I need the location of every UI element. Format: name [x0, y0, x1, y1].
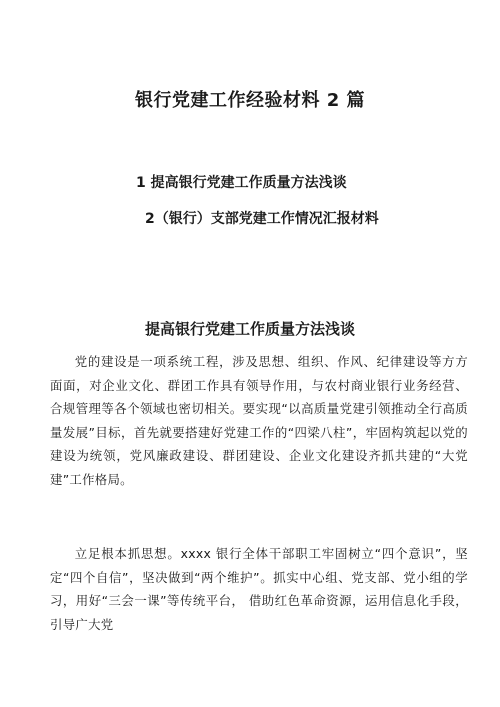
- body-paragraph-2: 立足根本抓思想。xxxx 银行全体干部职工牢固树立“四个意识”，坚定“四个自信”，坚决做到“两个维护”。抓实中心组、党支部、党小组的学习，用好“三会一课”等传统平台， 借助红色革命资源，运用信息化手段，引导广大党: [50, 546, 468, 632]
- toc-item-1: 1 提高银行党建工作质量方法浅谈: [136, 175, 347, 191]
- section-title: 提高银行党建工作质量方法浅谈: [144, 320, 355, 338]
- document-title: 银行党建工作经验材料 2 篇: [134, 90, 366, 111]
- body-paragraph-1: 党的建设是一项系统工程，涉及思想、组织、作风、纪律建设等方方面面，对企业文化、群团工作具有领导作用，与农村商业银行业务经营、合规管理等各个领域也密切相关。要实现“以高质量党建引领推动全行高质量发展”目标，首先就要搭建好党建工作的“四梁八柱”，牢固构筑起以党的建设为统领，党风廉政建设、群团建设、企业文化建设齐抓共建的“大党建”工作格局。: [50, 354, 468, 487]
- toc-item-2: 2（银行）支部党建工作情况汇报材料: [145, 211, 379, 227]
